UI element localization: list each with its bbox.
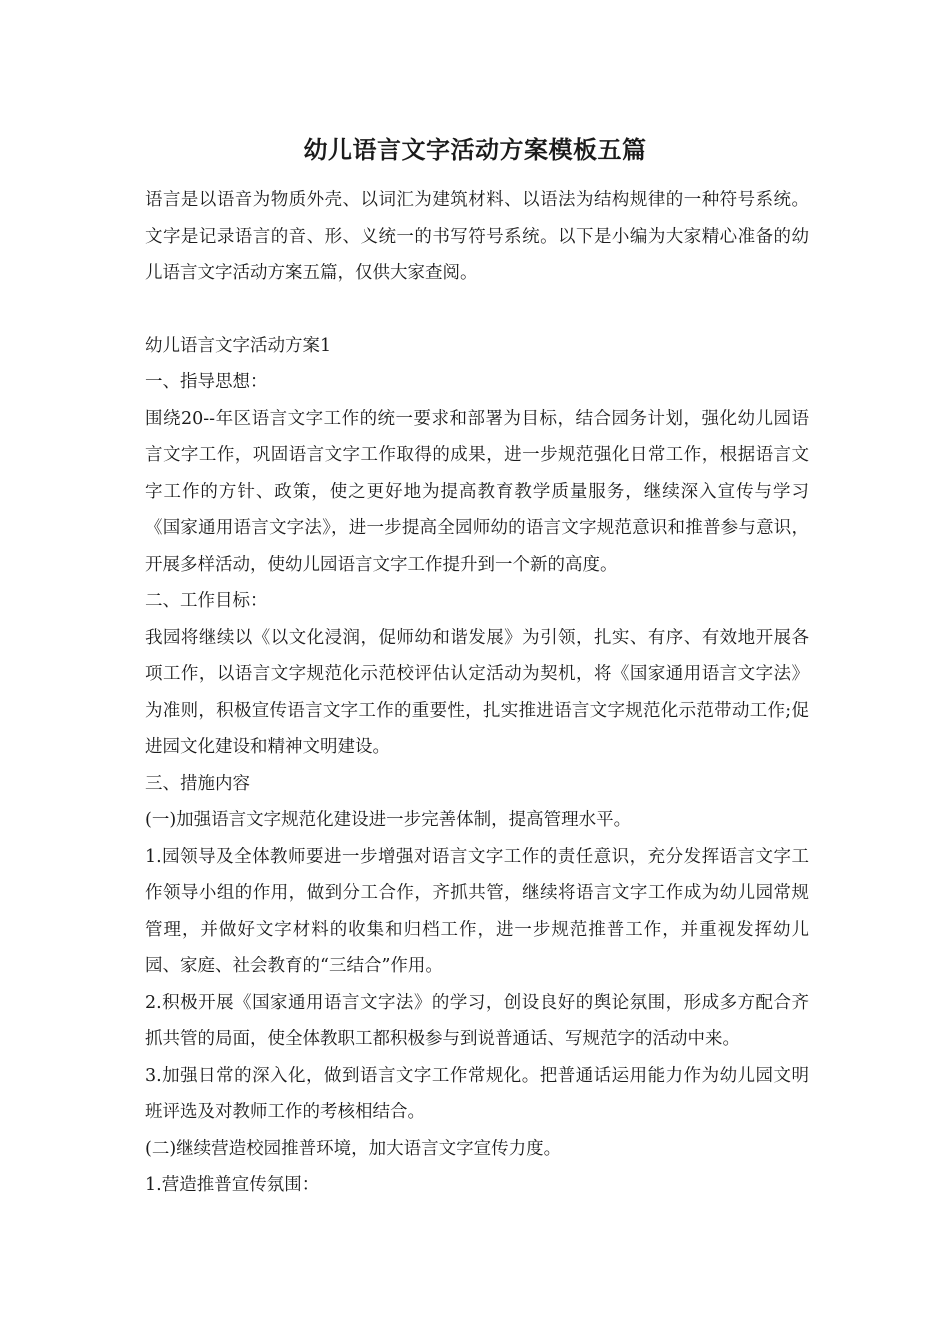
body-paragraph: 围绕20--年区语言文字工作的统一要求和部署为目标，结合园务计划，强化幼儿园语言文字工作，巩固语言文字工作取得的成果，进一步规范强化日常工作，根据语言文字工作的方针、政策，使之更好地为提高教育教学质量服务，继续深入宣传与学习《国家通用语言文字法》，进一步提高全园师幼的语言文字规范意识和推普参与意识，开展多样活动，使幼儿园语言文字工作提升到一个新的高度。	[145, 408, 809, 575]
list-item: 3.加强日常的深入化，做到语言文字工作常规化。把普通话运用能力作为幼儿园文明班评选及对教师工作的考核相结合。	[145, 1065, 809, 1122]
body-paragraph: 我园将继续以《以文化浸润，促师幼和谐发展》为引领，扎实、有序、有效地开展各项工作，以语言文字规范化示范校评估认定活动为契机，将《国家通用语言文字法》为准则，积极宣传语言文字工作的重要性，扎实推进语言文字规范化示范带动工作;促进园文化建设和精神文明建设。	[145, 627, 809, 757]
document-body	[145, 182, 809, 1204]
section-heading: 幼儿语言文字活动方案1	[145, 335, 332, 356]
document-title: 幼儿语言文字活动方案模板五篇	[303, 135, 647, 164]
intro-paragraph: 语言是以语音为物质外壳、以词汇为建筑材料、以语法为结构规律的一种符号系统。文字是记录语言的音、形、义统一的书写符号系统。以下是小编为大家精心准备的幼儿语言文字活动方案五篇，仅供大家查阅。	[145, 190, 809, 283]
list-item: 2.积极开展《国家通用语言文字法》的学习，创设良好的舆论氛围，形成多方配合齐抓共管的局面，使全体教职工都积极参与到说普通话、写规范字的活动中来。	[145, 992, 809, 1049]
list-item: 1.营造推普宣传氛围：	[145, 1175, 320, 1195]
subsection-heading: 二、工作目标：	[145, 591, 268, 611]
list-heading: (二)继续营造校园推普环境，加大语言文字宣传力度。	[145, 1138, 562, 1159]
subsection-heading: 三、措施内容	[145, 773, 250, 794]
list-heading: (一)加强语言文字规范化建设进一步完善体制，提高管理水平。	[145, 810, 632, 830]
list-item: 1.园领导及全体教师要进一步增强对语言文字工作的责任意识，充分发挥语言文字工作领导小组的作用，做到分工合作，齐抓共管，继续将语言文字工作成为幼儿园常规管理，并做好文字材料的收集和归档工作，进一步规范推普工作，并重视发挥幼儿园、家庭、社会教育的“三结合”作用。	[145, 846, 809, 976]
paragraph-spacer	[145, 292, 809, 328]
subsection-heading: 一、指导思想：	[145, 372, 268, 392]
